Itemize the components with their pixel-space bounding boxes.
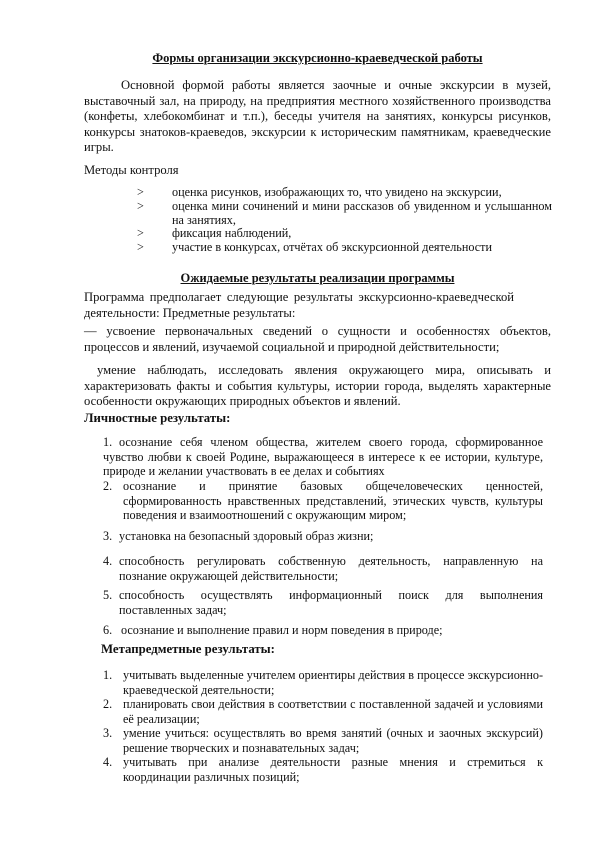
results-heading: Ожидаемые результаты реализации программы <box>180 271 455 285</box>
subject-result-2: умение наблюдать, исследовать явления окружающего мира, описывать и характеризовать факты и события культуры, истории города, выделять характерные особенности окружающих природных объектов и явлений. <box>84 363 551 409</box>
list-item <box>103 554 543 583</box>
list-item-text: способность регулировать собственную деятельность, направленную на познание окружающей действительности; <box>119 554 543 583</box>
list-item-number: 4. <box>103 755 113 769</box>
list-item-number: 5. <box>103 588 113 602</box>
list-item-text: фиксация наблюдений, <box>172 226 292 241</box>
subject-result-1: — усвоение первоначальных сведений о сущности и особенностях объектов, процессов и явлений, изучаемой социальной и природной действительности; <box>84 324 551 354</box>
list-item-number: 1. <box>103 668 113 682</box>
list-item <box>103 588 543 617</box>
list-item-text: умение учиться: осуществлять во время занятий (очных и заочных экскурсий) решение творческих и познавательных задач; <box>123 726 543 755</box>
list-item-text: оценка рисунков, изображающих то, что увидено на экскурсии, <box>172 185 502 199</box>
list-item <box>103 479 543 523</box>
list-item-number: 4. <box>103 554 113 568</box>
methods-heading: Методы контроля <box>84 163 179 177</box>
list-item <box>103 726 543 755</box>
methods-list <box>137 186 552 255</box>
list-item-text: осознание себя членом общества, жителем своего города, сформированное чувство любви к своей Родине, выражающееся в интересе к ее истории, культуре, природе и желании участвовать в ее делах и событиях <box>103 435 543 479</box>
list-item-text: осознание и выполнение правил и норм поведения в природе; <box>121 623 443 637</box>
results-intro: Программа предполагает следующие результаты экскурсионно-краеведческой деятельности: Предметные результаты: <box>84 290 514 320</box>
list-item <box>103 668 543 697</box>
personal-heading: Личностные результаты: <box>84 411 231 425</box>
list-item-number: 6. <box>103 623 113 637</box>
list-item <box>137 241 552 255</box>
list-item-number: 3. <box>103 529 113 543</box>
page-title: Формы организации экскурсионно-краеведческой работы <box>152 51 483 65</box>
list-item <box>137 186 552 200</box>
list-item <box>103 435 543 479</box>
list-item <box>137 200 552 228</box>
list-item-number: 3. <box>103 726 113 740</box>
list-item-text: учитывать выделенные учителем ориентиры действия в процессе экскурсионно-краеведческой деятельности; <box>123 668 543 697</box>
list-item-text: учитывать при анализе деятельности разные мнения и стремиться к координации различных позиций; <box>123 755 543 784</box>
list-item-text: оценка мини сочинений и мини рассказов об увиденном и услышанном на занятиях, <box>172 198 552 227</box>
list-item-text: осознание и принятие базовых общечеловеческих ценностей, сформированность нравственных представлений, этических чувств, культуры поведения и взаимоотношений с окружающим миром; <box>123 479 543 523</box>
bullet-marker: > <box>137 240 144 255</box>
list-item-number: 2. <box>103 479 113 493</box>
meta-heading: Метапредметные результаты: <box>101 642 275 656</box>
bullet-marker: > <box>137 226 144 241</box>
list-item-text: установка на безопасный здоровый образ жизни; <box>119 529 374 543</box>
list-item-text: участие в конкурсах, отчётах об экскурсионной деятельности <box>172 240 493 255</box>
list-item-text: планировать свои действия в соответствии с поставленной задачей и условиями её реализации; <box>123 697 543 726</box>
list-item-number: 2. <box>103 697 113 711</box>
list-item <box>103 529 543 544</box>
list-item <box>137 227 552 241</box>
intro-paragraph: Основной формой работы является заочные и очные экскурсии в музей, выставочный зал, на природу, на предприятия местного хозяйственного производства (конфеты, хлебокомбинат и т.п.), беседы учителя на занятиях, конкурсы рисунков, конкурсы знатоков-краеведов, экскурсии к историческим памятникам, краеведческие игры. <box>84 78 551 155</box>
bullet-marker: > <box>137 185 144 199</box>
list-item <box>103 755 543 784</box>
list-item <box>103 623 543 638</box>
bullet-marker: > <box>137 198 144 213</box>
list-item-text: способность осуществлять информационный поиск для выполнения поставленных задач; <box>119 588 543 617</box>
list-item-number: 1. <box>103 435 113 449</box>
list-item <box>103 697 543 726</box>
